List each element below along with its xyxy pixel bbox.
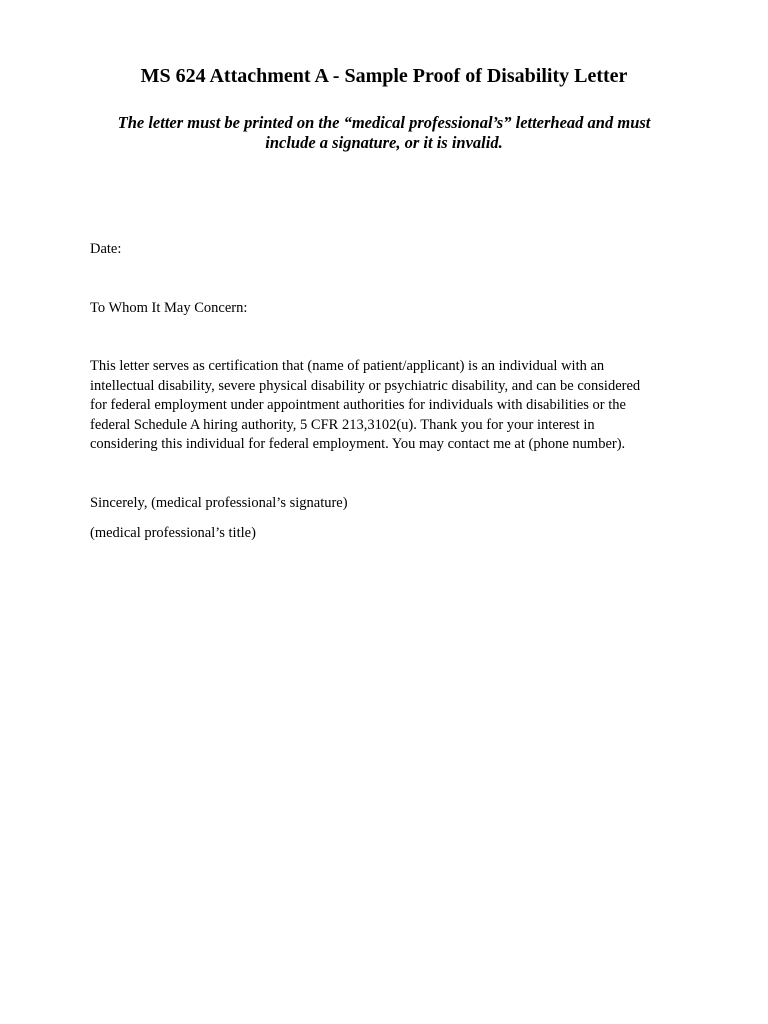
- paragraph-line-1: This letter serves as certification that (name of patient/applicant) is an individual with an: [90, 358, 605, 374]
- date-label: Date:: [90, 241, 122, 257]
- signer-title-line: (medical professional’s title): [90, 525, 256, 541]
- letterhead-notice: [90, 113, 678, 153]
- paragraph-line-3: for federal employment under appointment authorities for individuals with disabilities or the: [90, 397, 626, 414]
- document-title: MS 624 Attachment A - Sample Proof of Disability Letter: [140, 65, 628, 87]
- paragraph-line-2: intellectual disability, severe physical disability or psychiatric disability, and can be considered: [90, 377, 641, 394]
- letterhead-notice-line-1: The letter must be printed on the “medical professional’s” letterhead and must: [117, 113, 651, 132]
- paragraph-line-4: federal Schedule A hiring authority, 5 CFR 213,3102(u). Thank you for your interest in: [90, 416, 595, 433]
- paragraph-line-5: considering this individual for federal employment. You may contact me at (phone number).: [90, 436, 626, 453]
- letterhead-notice-line-2: include a signature, or it is invalid.: [265, 133, 503, 152]
- closing-signature-line: Sincerely, (medical professional’s signature): [90, 495, 348, 511]
- certification-paragraph: [90, 357, 690, 455]
- salutation: To Whom It May Concern:: [90, 300, 248, 316]
